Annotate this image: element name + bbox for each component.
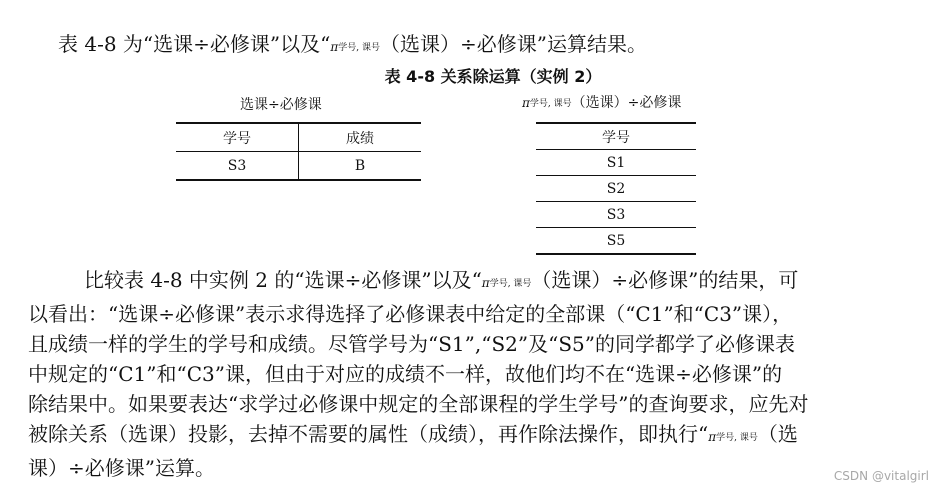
pi-subscript: 学号, 课号 xyxy=(338,43,380,53)
table-cell: S1 xyxy=(606,154,626,171)
paragraph-line-6-pi-subscript: 学号, 课号 xyxy=(716,433,758,443)
right-table-title xyxy=(522,92,681,112)
paragraph-line-1-suffix: （选课）÷必修课”的结果，可 xyxy=(531,268,799,292)
left-table-title: 选课÷必修课 xyxy=(240,97,322,113)
table-header-row xyxy=(176,123,421,152)
table-cell: S5 xyxy=(606,232,626,249)
paragraph-line-1-prefix: 比较表 4-8 中实例 2 的“选课÷必修课”以及“ xyxy=(84,268,482,292)
paragraph-line-6-suffix: （选 xyxy=(757,422,798,446)
intro-line xyxy=(58,30,647,62)
table-row xyxy=(536,150,696,176)
table-cell: B xyxy=(299,152,422,181)
paragraph-pi-subscript: 学号, 课号 xyxy=(489,279,532,289)
column-header-grade: 成绩 xyxy=(299,123,422,152)
table-row xyxy=(536,228,696,255)
column-header-student-id: 学号 xyxy=(602,129,630,146)
table-row xyxy=(536,176,696,202)
paragraph-line-5: 除结果中。如果要表达“求学过必修课中规定的全部课程的学生学号”的查询要求，应先对 xyxy=(28,392,809,416)
table-header-row xyxy=(536,123,696,150)
table-row xyxy=(536,202,696,228)
paragraph-line-1 xyxy=(28,265,923,299)
intro-suffix: （选课）÷必修课”运算结果。 xyxy=(379,32,647,56)
table-cell: S3 xyxy=(606,206,626,223)
paragraph-line-7: 课）÷必修课”运算。 xyxy=(28,456,215,480)
table-row xyxy=(176,152,421,181)
paragraph-line-6-pi-symbol: π xyxy=(708,430,717,444)
csdn-watermark: CSDN @vitalgirl xyxy=(833,469,929,483)
projection-division-table xyxy=(536,122,696,255)
table-caption: 表 4-8 关系除运算（实例 2） xyxy=(384,67,602,86)
intro-prefix: 表 4-8 为“选课÷必修课”以及“ xyxy=(58,32,331,56)
right-table-pi-subscript: 学号, 课号 xyxy=(529,99,572,109)
paragraph-pi-symbol: π xyxy=(481,276,490,290)
paragraph-line-2: 以看出：“选课÷必修课”表示求得选择了必修课表中给定的全部课（“C1”和“C3”课）， xyxy=(28,302,793,326)
paragraph-line-6-prefix: 被除关系（选课）投影，去掉不需要的属性（成绩），再作除法操作，即执行“ xyxy=(28,422,709,446)
right-table-title-suffix: （选课）÷必修课 xyxy=(571,95,682,111)
explanation-paragraph xyxy=(28,265,923,483)
selection-division-table xyxy=(176,122,421,181)
table-cell: S3 xyxy=(227,157,247,174)
pi-symbol: π xyxy=(330,40,339,54)
paragraph-line-6 xyxy=(28,419,923,453)
table-cell: S2 xyxy=(606,180,626,197)
paragraph-line-3: 且成绩一样的学生的学号和成绩。尽管学号为“S1”,“S2”及“S5”的同学都学了必修课表 xyxy=(28,332,795,356)
column-header-student-id: 学号 xyxy=(223,130,251,147)
right-table-pi-symbol: π xyxy=(522,96,530,110)
paragraph-line-4: 中规定的“C1”和“C3”课，但由于对应的成绩不一样，故他们均不在“选课÷必修课”的 xyxy=(28,362,783,386)
